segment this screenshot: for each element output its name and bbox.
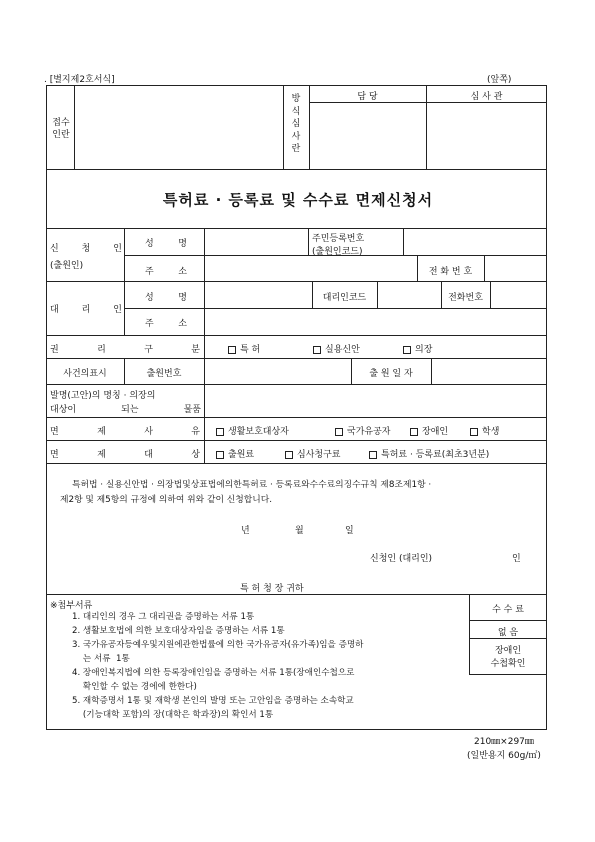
option-student[interactable]: 학생	[470, 424, 499, 437]
paper-size: 210㎜×297㎜	[474, 737, 534, 747]
table-rule	[46, 440, 547, 441]
form-number: . [별지제2호서식]	[44, 75, 115, 85]
resident-number-label: 주민등록번호	[312, 234, 365, 244]
table-rule	[46, 169, 547, 170]
applicant-label: 신 청 인	[50, 244, 122, 254]
attachment-item-1: 1. 대리인의 경우 그 대리권을 증명하는 서류 1통	[72, 612, 255, 622]
option-application-fee[interactable]: 출원료	[216, 447, 254, 460]
case-label: 사건의표시	[63, 369, 107, 379]
table-rule	[469, 674, 547, 675]
table-rule	[74, 85, 75, 169]
option-examination-fee[interactable]: 심사청구료	[285, 447, 340, 460]
option-patent[interactable]: 특 허	[228, 342, 260, 355]
date-month-label: 월	[295, 526, 304, 536]
table-rule	[283, 85, 284, 169]
date-day-label: 일	[345, 526, 354, 536]
application-date-label: 출 원 일 자	[369, 369, 413, 379]
attachments-heading: ※첨부서류	[50, 601, 93, 611]
fee-value: 없 음	[497, 628, 519, 638]
fee-label: 수 수 료	[492, 605, 524, 615]
checkbox-icon	[285, 451, 293, 459]
checkbox-icon	[216, 428, 224, 436]
application-number-label: 출원번호	[146, 369, 182, 379]
applicant-name-field[interactable]	[205, 229, 307, 254]
checkbox-icon	[228, 346, 236, 354]
applicant-name-label: 성 명	[145, 239, 187, 249]
table-rule	[469, 620, 547, 621]
checkbox-icon	[313, 346, 321, 354]
declaration-line-1: 특허법 · 실용신안법 · 의장법및상표법에의한특허료 · 등록료와수수료의징수규칙 제8조제1항 ·	[72, 480, 432, 490]
table-rule	[46, 594, 547, 595]
table-rule	[309, 102, 547, 103]
exemption-target-label: 면 제 대 상	[50, 450, 200, 460]
receipt-stamp-label: 접수 인란	[52, 118, 70, 140]
application-date-field[interactable]	[432, 359, 546, 383]
invention-name-label: 발명(고안)의 명칭 · 의장의	[50, 391, 156, 401]
checkbox-icon	[470, 428, 478, 436]
attachment-item-4: 4. 장애인복지법에 의한 등록장애인임을 증명하는 서류 1통(장애인수첩으로 확인할 수 없는 경에에 한한다)	[72, 668, 355, 692]
disabled-card-label: 장애인	[494, 646, 522, 656]
right-type-label: 권 리 구 분	[50, 345, 200, 355]
invention-name-label-2: 대상이 되는 물품	[50, 405, 201, 415]
agent-name-label: 성 명	[145, 293, 187, 303]
agent-phone-field[interactable]	[491, 282, 546, 307]
option-welfare-recipient[interactable]: 생활보호대상자	[216, 424, 289, 437]
option-registration-fee[interactable]: 특허료 · 등록료(최초3년분)	[369, 447, 489, 460]
option-disabled[interactable]: 장애인	[410, 424, 448, 437]
date-year-label: 년	[241, 526, 250, 536]
option-design[interactable]: 의장	[403, 342, 432, 355]
attachment-item-2: 2. 생활보호법에 의한 보호대상자임을 증명하는 서류 1통	[72, 626, 285, 636]
table-rule	[46, 463, 547, 464]
signer-label: 신청인 (대리인)	[370, 554, 433, 564]
table-rule	[469, 638, 547, 639]
application-number-field[interactable]	[205, 359, 350, 383]
form-title: 특허료 · 등록료 및 수수료 면제신청서	[162, 191, 434, 209]
checkbox-icon	[369, 451, 377, 459]
applicant-address-label: 주 소	[145, 267, 187, 277]
page-side: (앞쪽)	[487, 75, 512, 85]
method-review-label: 방 식 심 사 란	[291, 94, 301, 154]
checkbox-icon	[216, 451, 224, 459]
agent-code-label: 대리인코드	[322, 293, 367, 303]
option-national-merit[interactable]: 국가유공자	[335, 424, 390, 437]
agent-address-label: 주 소	[145, 319, 187, 329]
paper-type: (일반용지 60g/㎡)	[467, 751, 541, 761]
disabled-card-label-2: 수첩확인	[490, 659, 526, 669]
resident-number-field[interactable]	[404, 229, 546, 254]
agent-code-field[interactable]	[378, 282, 440, 307]
applicant-address-field[interactable]	[205, 256, 416, 280]
checkbox-icon	[335, 428, 343, 436]
table-rule	[46, 417, 547, 418]
addressee: 특 허 청 장 귀하	[240, 584, 304, 594]
agent-address-field[interactable]	[205, 309, 546, 334]
agent-phone-label: 전화번호	[448, 293, 483, 303]
agent-name-field[interactable]	[205, 282, 311, 307]
table-rule	[46, 335, 547, 336]
exemption-reason-label: 면 제 사 유	[50, 427, 200, 437]
attachment-item-5: 5. 재학증명서 1통 및 재학생 본인의 발명 또는 고안임을 증명하는 소속학교 (기능대학 포함)의 장(대학은 학과장)의 확인서 1통	[72, 696, 354, 720]
checkbox-icon	[410, 428, 418, 436]
option-utility-model[interactable]: 실용신안	[313, 342, 360, 355]
applicant-phone-label: 전 화 번 호	[428, 267, 473, 277]
table-rule	[308, 228, 309, 255]
invention-name-field[interactable]	[205, 385, 546, 416]
attachment-item-3: 3. 국가유공자등예우및지원에관한법률에 의한 국가유공자(유가족)임을 증명하 는 서류 1통	[72, 640, 364, 664]
checkbox-icon	[403, 346, 411, 354]
examiner-header: 심 사 관	[470, 92, 503, 102]
applicant-code-label-2: (출원인코드)	[312, 247, 363, 257]
applicant-code-label: (출원인)	[50, 261, 84, 271]
agent-label: 대 리 인	[50, 305, 122, 315]
declaration-line-2: 제2항 및 제5항의 규정에 의하여 위와 같이 신청합니다.	[60, 495, 273, 505]
in-charge-header: 담 당	[357, 92, 378, 102]
applicant-phone-field[interactable]	[485, 256, 546, 280]
table-rule	[204, 335, 205, 358]
seal-label: 인	[512, 554, 521, 564]
